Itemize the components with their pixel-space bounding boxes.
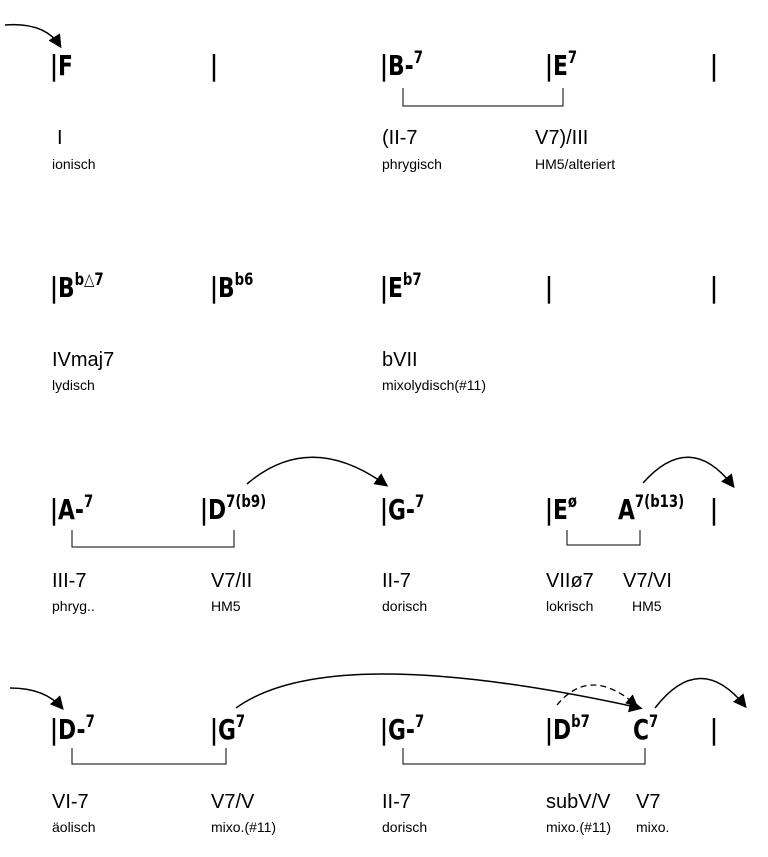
roman-numeral: I xyxy=(57,127,63,149)
mode-label: mixo.(#11) xyxy=(211,819,277,835)
chord-symbol: |G-$^7$ xyxy=(380,492,425,526)
ii-v-bracket xyxy=(72,748,226,764)
arrow-icon xyxy=(10,688,62,708)
ii-v-bracket xyxy=(567,530,640,545)
mode-label: dorisch xyxy=(382,598,428,614)
roman-numeral: V7/V xyxy=(211,791,255,813)
mode-label: dorisch xyxy=(382,819,428,835)
chord-symbol: |B-$^7$ xyxy=(380,48,423,82)
arrow-icon xyxy=(655,678,745,708)
chord-symbol: $|B^{b\triangle 7}$ xyxy=(50,270,104,304)
roman-numeral: V7 xyxy=(636,791,661,813)
chord-symbol: |D-$^7$ xyxy=(50,712,95,746)
barline: | xyxy=(710,49,718,82)
chord-symbol: |F xyxy=(50,49,73,82)
roman-numeral: II-7 xyxy=(382,791,411,813)
barline: | xyxy=(710,493,718,526)
ii-v-bracket xyxy=(403,748,645,764)
barline: | xyxy=(710,713,718,746)
mode-label: ionisch xyxy=(52,156,96,172)
chord-symbol: $|B^{b6}$ xyxy=(210,270,254,304)
arrow-icon xyxy=(643,457,733,486)
mode-label: mixo. xyxy=(636,819,670,835)
chord-symbol: |G-$^7$ xyxy=(380,712,425,746)
barline: | xyxy=(210,49,218,82)
mode-label: lydisch xyxy=(52,377,95,393)
barline: | xyxy=(710,271,718,304)
roman-numeral: V7/II xyxy=(211,570,253,592)
roman-numeral: subV/V xyxy=(546,791,611,813)
mode-label: HM5 xyxy=(211,598,241,614)
chord-symbol: $C^7$ xyxy=(633,712,659,746)
barline: | xyxy=(545,271,553,304)
arrow-icon xyxy=(247,457,386,485)
chord-symbol: $|D^{b7}$ xyxy=(545,712,590,746)
arrow-icon xyxy=(236,674,640,708)
roman-numeral: VI-7 xyxy=(52,791,89,813)
arrow-icon xyxy=(557,685,636,705)
roman-numeral: II-7 xyxy=(382,570,411,592)
ii-v-bracket xyxy=(403,88,563,106)
arrow-icon xyxy=(5,25,60,46)
mode-label: phrygisch xyxy=(382,156,442,172)
mode-label: mixolydisch(#11) xyxy=(382,377,486,393)
mode-label: mixo.(#11) xyxy=(546,819,612,835)
chord-symbol: |A-$^7$ xyxy=(50,492,94,526)
roman-numeral: V7)/III xyxy=(535,127,589,149)
chord-symbol: $|E^7$ xyxy=(545,48,578,82)
mode-label: äolisch xyxy=(52,819,96,835)
ii-v-bracket xyxy=(72,530,234,547)
roman-numeral: IVmaj7 xyxy=(52,349,115,371)
roman-numeral: VIIø7 xyxy=(546,570,594,592)
mode-label: lokrisch xyxy=(546,598,594,614)
chord-symbol: $|D^{7(b9)}$ xyxy=(200,492,267,526)
roman-numeral: bVII xyxy=(382,349,418,371)
roman-numeral: V7/VI xyxy=(623,570,672,592)
roman-numeral: (II-7 xyxy=(382,127,418,149)
chord-symbol: $|G^7$ xyxy=(210,712,246,746)
chord-symbol: $|E^ø$ xyxy=(545,492,578,526)
chord-symbol: $A^{7(b13)}$ xyxy=(618,492,685,526)
roman-numeral: III-7 xyxy=(52,570,87,592)
chord-symbol: $|E^{b7}$ xyxy=(380,270,422,304)
mode-label: phryg.. xyxy=(52,598,95,614)
mode-label: HM5 xyxy=(632,598,662,614)
mode-label: HM5/alteriert xyxy=(535,156,616,172)
